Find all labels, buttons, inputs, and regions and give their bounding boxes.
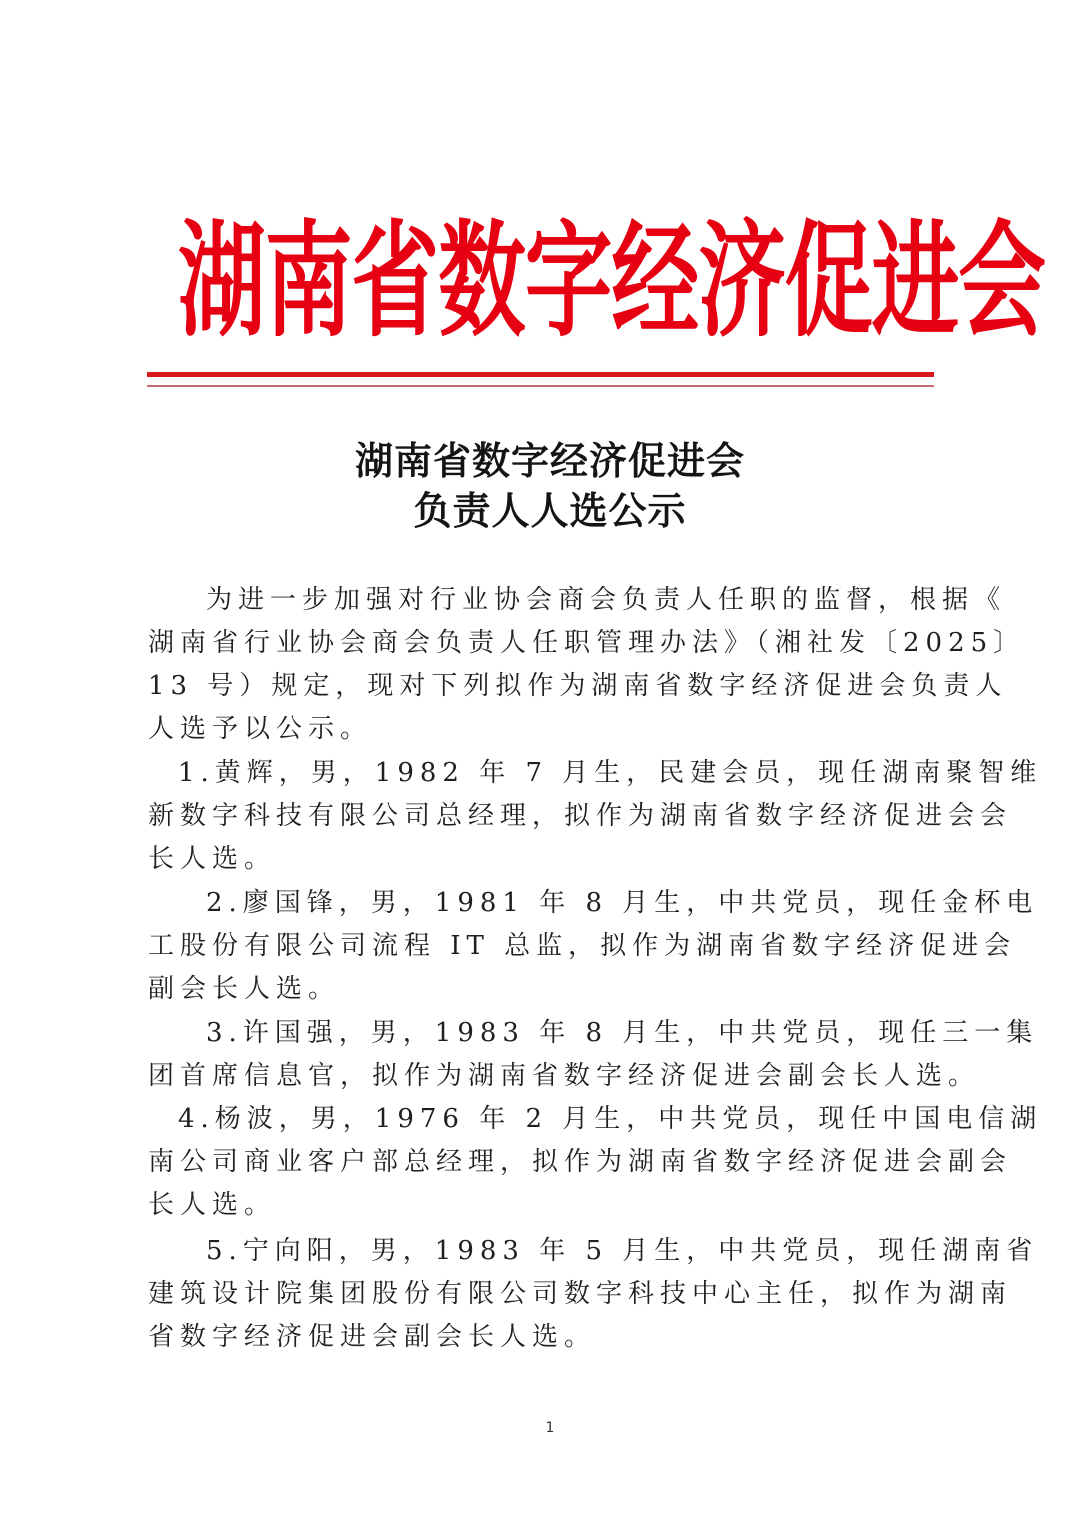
candidate-4-line: 4.杨波，男，1976 年 2 月生，中共党员，现任中国电信湖 xyxy=(178,1104,1043,1134)
candidate-4-line: 长人选。 xyxy=(148,1190,277,1220)
intro-line: 为进一步加强对行业协会商会负责人任职的监督，根据《 xyxy=(206,585,1007,615)
candidate-5-line: 省数字经济促进会副会长人选。 xyxy=(148,1322,597,1352)
masthead-divider-thick xyxy=(147,372,934,377)
candidate-1-line: 1.黄辉，男，1982 年 7 月生，民建会员，现任湖南聚智维 xyxy=(178,758,1043,788)
candidate-1-line: 新数字科技有限公司总经理，拟作为湖南省数字经济促进会会 xyxy=(148,801,1013,831)
document-title-line1: 湖南省数字经济促进会 xyxy=(354,438,745,483)
candidate-2-line: 2.廖国锋，男，1981 年 8 月生，中共党员，现任金杯电 xyxy=(206,888,1039,918)
candidate-3-line: 3.许国强，男，1983 年 8 月生，中共党员，现任三一集 xyxy=(206,1018,1039,1048)
candidate-3-line: 团首席信息官，拟作为湖南省数字经济促进会副会长人选。 xyxy=(148,1061,981,1091)
candidate-1-line: 长人选。 xyxy=(148,844,277,874)
candidate-4-line: 南公司商业客户部总经理，拟作为湖南省数字经济促进会副会 xyxy=(148,1147,1013,1177)
masthead-divider-thin xyxy=(147,385,934,387)
candidate-2-line: 工股份有限公司流程 IT 总监，拟作为湖南省数字经济促进会 xyxy=(148,931,1017,961)
candidate-5-line: 5.宁向阳，男，1983 年 5 月生，中共党员，现任湖南省 xyxy=(206,1236,1039,1266)
intro-line: 人选予以公示。 xyxy=(148,714,373,744)
candidate-5-line: 建筑设计院集团股份有限公司数字科技中心主任，拟作为湖南 xyxy=(148,1279,1013,1309)
candidate-2-line: 副会长人选。 xyxy=(148,974,341,1004)
masthead-org-name: 湖南省数字经济促进会 xyxy=(178,209,1045,355)
document-title-line2: 负责人人选公示 xyxy=(413,488,687,533)
intro-line: 湖南省行业协会商会负责人任职管理办法》（湘社发〔2025〕 xyxy=(148,628,1026,658)
page-number: 1 xyxy=(545,1420,555,1436)
intro-line: 13 号）规定，现对下列拟作为湖南省数字经济促进会负责人 xyxy=(148,671,1008,701)
